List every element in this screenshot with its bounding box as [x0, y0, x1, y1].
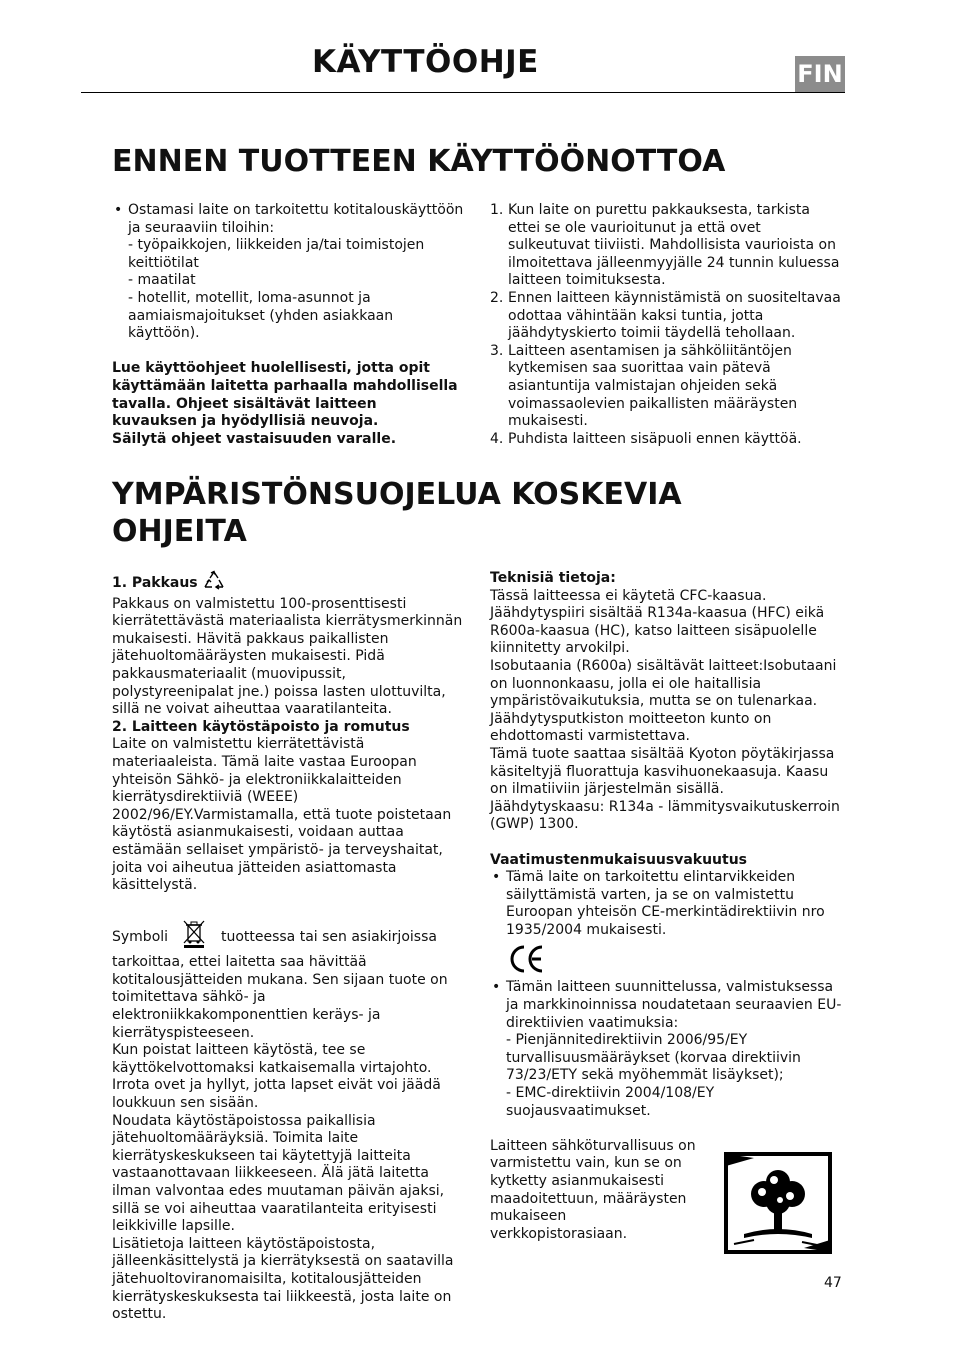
section-heading-before-use: ENNEN TUOTTEEN KÄYTTÖÖNOTTOA [112, 144, 726, 179]
packaging-text: Pakkaus on valmistettu 100-prosenttisesti kierrätettävästä materiaalista kierrätysmerkinnän mukaisesti. Hävitä pakkaus paikallisten jätehuoltomääräysten mukaisesti. Pidä pakkausmateriaalit (muovipussit, polystyreenipalat jne.) poissa lasten ulottuvilta, sillä ne voivat aiheuttaa vaaratilanteita. [112, 595, 463, 718]
page-number: 47 [824, 1275, 842, 1291]
electrical-safety-text: Laitteen sähköturvallisuus on varmistettu vain, kun se on kytketty asianmukaisesti maadoitettuun, määräysten mukaiseen verkkopistorasiaan. [490, 1137, 696, 1242]
intended-use-line: - työpaikkojen, liikkeiden ja/tai toimistojen keittiötilat [128, 237, 425, 271]
before-use-right-column [490, 202, 842, 448]
technical-line: Jäähdytyskaasu: R134a - lämmitysvaikutuskerroin (GWP) 1300. [490, 798, 840, 833]
document-title: KÄYTTÖOHJE [312, 44, 539, 80]
intended-use-item [112, 202, 464, 343]
intended-use-intro: • Ostamasi laite on tarkoitettu kotitalouskäyttöön ja seuraaviin tiloihin: [128, 202, 464, 236]
setup-step: 4. Puhdista laitteen sisäpuoli ennen käyttöä. [490, 430, 802, 447]
technical-title: Teknisiä tietoja: [490, 570, 616, 586]
intended-use-line: - hotellit, motellit, loma-asunnot ja aamiaismajoitukset (yhden asiakkaan käyttöön). [128, 289, 394, 342]
technical-line: Jäähdytyspiiri sisältää R134a-kaasua (HFC) eikä R600a-kaasua (HC), katso laitteen sisäpuolelle kiinnitetty arvokilpi. [490, 605, 825, 657]
conformity-title: Vaatimustenmukaisuusvakuutus [490, 851, 748, 868]
disposal-title: 2. Laitteen käytöstäpoisto ja romutus [112, 718, 410, 735]
environment-right-column [490, 570, 842, 1243]
recycle-icon [203, 570, 225, 596]
setup-step: 2. Ennen laitteen käynnistämistä on suositeltavaa odottaa vähintään kaksi tuntia, jotta jäähdytyskierto toimii täydellä tehollaan. [490, 289, 841, 342]
conformity-list [490, 869, 842, 939]
technical-line: Isobutaania (R600a) sisältävät laitteet:Isobutaani on luonnonkaasu, jolla ei ole haitallisia ympäristövaikutuksia, mutta se on tulenarkaa. Jäähdytysputkiston moitteeton kunto on ehdottomasti varmistettava. [490, 657, 837, 745]
local-rules-text: Noudata käytöstäpoistossa paikallisia jätehuoltomääräyksiä. Toimita laite kierrätyskeskukseen tai käytettyjä laitteita vastaanottavaan liikkeeseen. Älä jätä laitetta ilman valvontaa edes muutaman päivän ajaksi, sillä se voi aiheuttaa vaaratilanteita erityisesti leikkiville lapsille. [112, 1112, 445, 1235]
keep-instructions-note: Säilytä ohjeet vastaisuuden varalle. [112, 430, 397, 447]
intended-use-list [112, 202, 464, 343]
ce-mark-icon [490, 939, 842, 979]
setup-steps-list [490, 202, 842, 448]
environment-left-column [112, 570, 464, 1324]
setup-step: 3. Laitteen asentamisen ja sähköliitäntöjen kytkemisen saa suorittaa vain pätevä asiantuntija valmistajan ohjeiden sekä voimassaolevien paikallisten määräysten mukaisesti. [490, 342, 798, 430]
read-instructions-note: Lue käyttöohjeet huolellisesti, jotta opit käyttämään laitetta parhaalla mahdollisella tavalla. Ohjeet sisältävät laitteen kuvauksen ja hyödyllisiä neuvoja. [112, 360, 458, 430]
language-badge: FIN [795, 56, 845, 92]
intended-use-line: - maatilat [128, 272, 196, 289]
disposal-text: Laite on valmistettu kierrätettävistä materiaaleista. Tämä laite vastaa Euroopan yhteisön Sähkö- ja elektroniikkalaitteiden kierrätysdirektiiviä (WEEE) 2002/96/EY.Varmistamalla, että tuote poistetaan käytöstä asianmukaisesti, voidaan auttaa estämään sellaiset ympäristö- ja terveyshaitat, joita voi aiheutua jätteiden asiattomasta käsittelystä. [112, 736, 452, 894]
directive-line: - Pienjännitedirektiivin 2006/95/EY turvallisuusmääräykset (korvaa direktiivin 73/23/ETY sekä myöhemmät lisäykset); [506, 1032, 801, 1084]
section-heading-environment: YMPÄRISTÖNSUOJELUA KOSKEVIA OHJEITA [112, 477, 682, 549]
conformity-list-2 [490, 979, 842, 1120]
decommission-text: Kun poistat laitteen käytöstä, tee se käyttökelvottomaksi katkaisemalla virtajohto. Irrota ovet ja hyllyt, jotta lapset eivät voi jäädä loukkuun sen sisään. [112, 1042, 441, 1112]
before-use-left-column [112, 202, 464, 448]
tree-logo-icon [724, 1152, 832, 1254]
conformity-item: • Tämän laitteen suunnittelussa, valmistuksessa ja markkinoinnissa noudatetaan seuraavien EU-direktiivien vaatimuksia: - Pienjännitedirektiivin 2006/95/EY turvallisuusmääräykset (korvaa direktiivin 73/23/ETY sekä myöhemmät lisäykset); - EMC-direktiivin 2004/108/EY suojausvaatimukset. [490, 979, 842, 1120]
symbol-text: Symboli tuotteessa tai sen asiakirjoissa tarkoittaa, ettei laitetta saa hävittää kotitalousjätteiden mukana. Sen sijaan tuote on toimitettava sähkö- ja elektroniikkakomponenttien keräys- ja kierrätyspisteeseen. [112, 919, 464, 1043]
header-divider [81, 92, 845, 93]
weee-bin-icon [181, 919, 207, 955]
technical-line: Tässä laitteessa ei käytetä CFC-kaasua. [490, 587, 767, 604]
setup-step: 1. Kun laite on purettu pakkauksesta, tarkista ettei se ole vaurioitunut ja että ovet sulkeutuvat tiiviisti. Mahdollisista vaurioista on ilmoitettava jälleenmyyjälle 24 tunnin kuluessa laitteen toimituksesta. [490, 202, 840, 289]
more-info-text: Lisätietoja laitteen käytöstäpoistosta, jälleenkäsittelystä ja kierrätyksestä on saatavilla jätehuoltoviranomaisilta, kotitalousjätteiden kierrätyskeskuksesta tai liikkeestä, josta laite on ostettu. [112, 1235, 454, 1323]
technical-line: Tämä tuote saattaa sisältää Kyoton pöytäkirjassa käsiteltyjä fluorattuja kasvihuonekaasuja. Kaasu on ilmatiiviin järjestelmän sisällä. [490, 745, 835, 798]
conformity-item: • Tämä laite on tarkoitettu elintarvikkeiden säilyttämistä varten, ja se on valmistettu Euroopan yhteisön CE-merkintädirektiivin nro 1935/2004 mukaisesti. [490, 869, 842, 939]
directive-line: - EMC-direktiivin 2004/108/EY suojausvaatimukset. [506, 1085, 715, 1119]
packaging-title: 1. Pakkaus [112, 570, 464, 596]
